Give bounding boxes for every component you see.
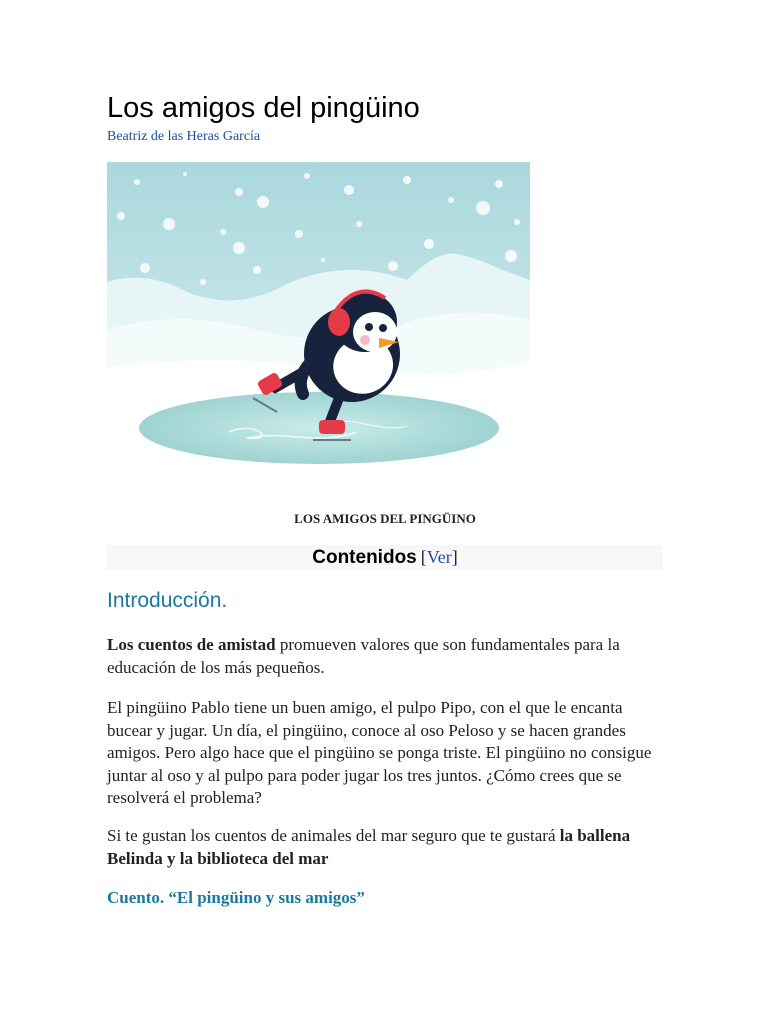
intro-heading: Introducción. [107, 589, 228, 612]
toc-close-bracket: ] [451, 547, 458, 567]
toc-title: Contenidos [312, 547, 417, 568]
intro-paragraph-3-text: Si te gustan los cuentos de animales del mar seguro que te gustará [107, 826, 560, 845]
toc-toggle-link[interactable]: Ver [426, 547, 452, 567]
toc-open-bracket: [ [420, 547, 427, 567]
intro-paragraph-2: El pingüino Pablo tiene un buen amigo, el pulpo Pipo, con el que le encanta bucear y jugar. Un día, el pingüino, conoce al oso Peloso y se hacen grandes amigos. Pero algo hace que el pingüino se ponga triste. El pingüino no consigue juntar al oso y al pulpo para poder jugar los tres juntos. ¿Cómo crees que se resolverá el problema? [107, 698, 652, 807]
intro-paragraph-3 [107, 825, 663, 870]
intro-bold-text: Los cuentos de amistad [107, 635, 276, 654]
penguin-skating-illustration [107, 162, 530, 491]
story-heading: Cuento. “El pingüino y sus amigos” [107, 888, 365, 907]
table-of-contents [107, 545, 663, 570]
article-title: Los amigos del pingüino [107, 92, 420, 124]
intro-paragraph-1-text: promueven valores que son fundamentales para la educación de los más pequeños. [107, 635, 620, 677]
intro-paragraph-1 [107, 634, 663, 679]
related-story-link[interactable]: la ballena Belinda y la biblioteca del mar [107, 826, 631, 868]
image-caption: LOS AMIGOS DEL PINGÜINO [294, 511, 476, 526]
author-link[interactable]: Beatriz de las Heras García [107, 129, 261, 144]
